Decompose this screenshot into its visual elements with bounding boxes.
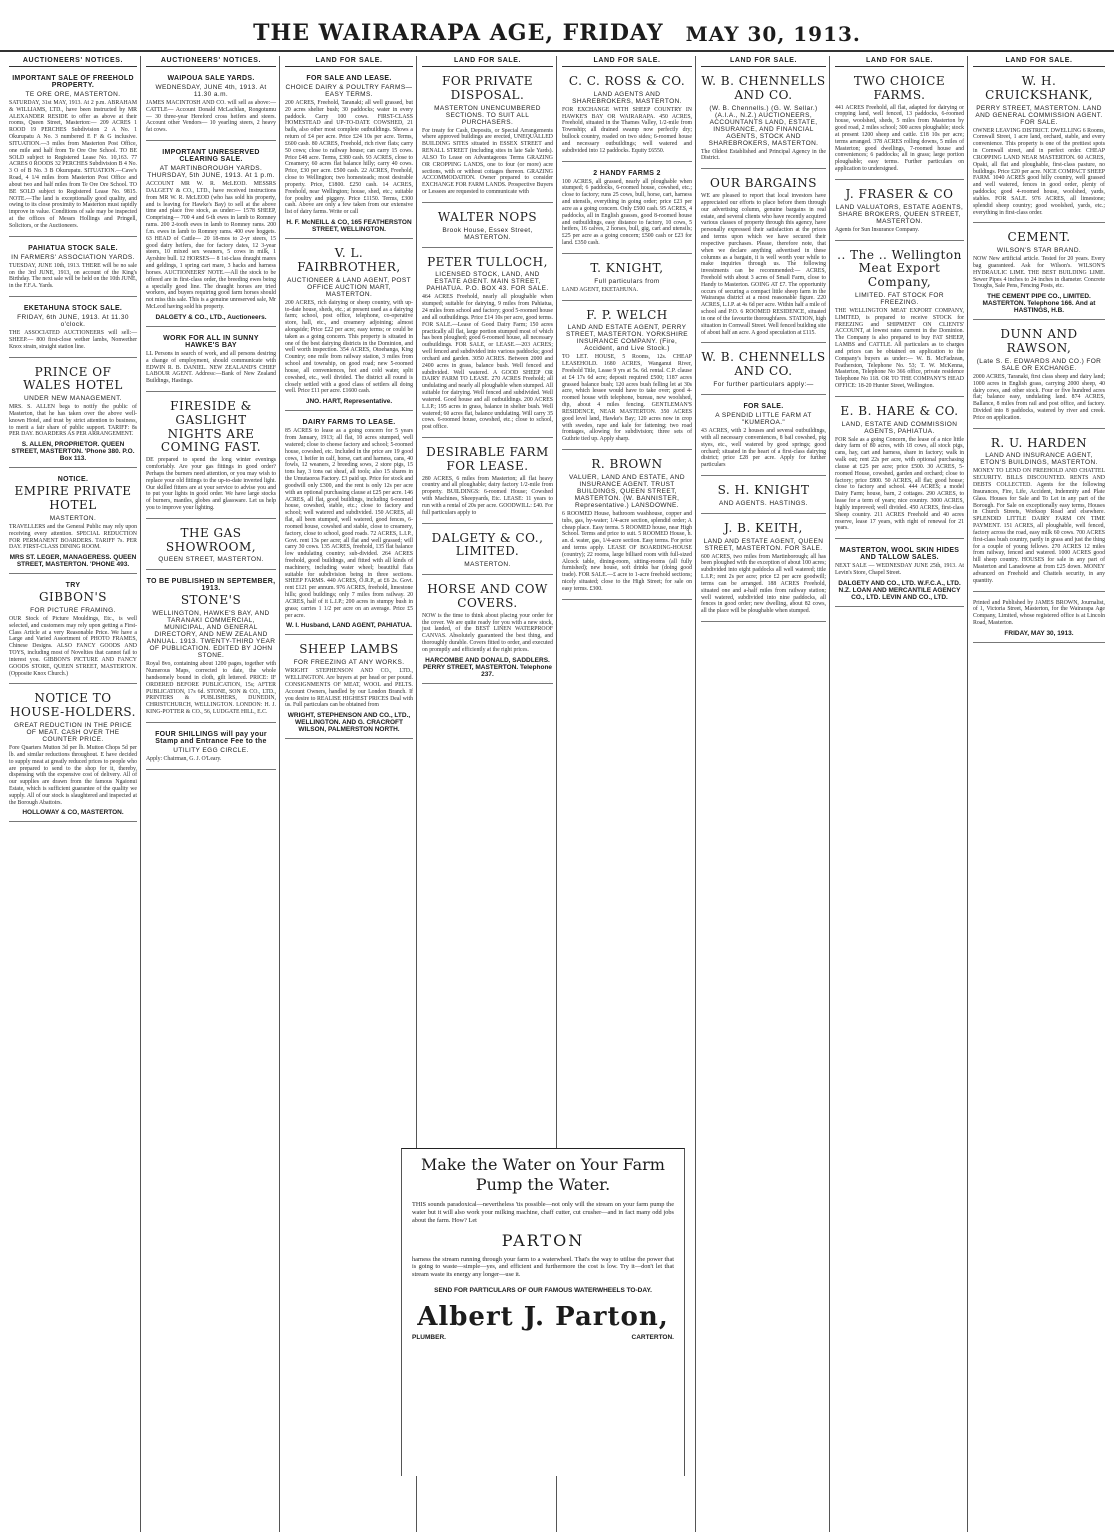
ad-heading: FOUR SHILLINGS will pay your Stamp and Entrance Fee to the (155, 730, 267, 745)
ad-body: 200 ACRES, Freehold, Taranaki; all well grassed, but 20 acres shelter bush; 30 paddocks; water in every paddock. Carry 100 cows. FIRST-CLASS HOMESTEAD and UP-TO-DATE COWSHED, 21 bails, also other most complete outbuildings. Shows a return of £4 per acre. Price £24 10s per acre. Terms, £600 cash. 80 ACRES, Freehold, rich river flats; carry 50 cows; close to railway house; can carry 15 cows. Price £48 acre. Terms, £380 cash. 93 ACRES, close to Creamery; 60 acres flat balance hilly; carry 40 cows. Price, £30 per acre. £500 cash. 22 ACRES, Freehold, close to Wellington; two homesteads; most desirable property. Price, £1800. £250 cash. 14 ACRES, Freehold, near Wellington; house, shed, etc.; suitable for poultry and piggery. Price £1150. Terms, £300 cash. Above are only a few taken from our extensive list of dairy farms. Write or call (285, 100, 413, 216)
column-header: LAND FOR SALE. (973, 56, 1105, 67)
ad-body: 600 ACRES, two miles from Martinborough; all has been ploughed with the exception of about 100 acres; subdivided into eight paddocks all well watered; title L.I.P.; rent 2s per acre; price £2 per acre goodwill; terms can be arranged. 188 ACRES Freehold, situated one and a-half miles from railway station; well watered, subdivided into nine paddocks, all fences in good order; new dwelling, about 82 cows, all the place will be ploughable when stumped. (701, 553, 826, 615)
ad-title: SHEEP LAMBS (299, 642, 399, 657)
ad-heading: TO BE PUBLISHED IN SEPTEMBER, 1913. (146, 578, 276, 593)
advertisement (422, 578, 553, 684)
advertisement (9, 361, 137, 469)
ad-signature: W. I. Husband, LAND AGENT, PAHIATUA. (286, 622, 412, 630)
advertisement (973, 226, 1105, 320)
ad-subheading: AT MARTINBOROUGH YARDS. THURSDAY, 5th JUNE, 1913. At 1 p.m. (147, 165, 275, 180)
ad-title: THE GAS SHOWROOM, (165, 525, 257, 554)
advertisement (701, 479, 826, 514)
ad-title: PETER TULLOCH, (427, 254, 548, 269)
advertisement (9, 300, 137, 357)
advertisement (285, 414, 413, 635)
column-header: AUCTIONEERS' NOTICES. (146, 56, 276, 67)
ad-subheading: LAND VALUATORS, ESTATE AGENTS, SHARE BROKERS, QUEEN STREET, MASTERTON. (835, 203, 964, 225)
column-header: LAND FOR SALE. (701, 56, 826, 67)
ad-title: W. B. CHENNELLS AND CO. (701, 74, 826, 102)
ad-body: MRS. S. ALLEN begs to notify the public of Masterton, that he has taken over the above well-known Hotel, and trust by strict attention to business, to merit a fair share of public support. TARIFF: 8s PER DAY. BOARDERS AS PER ARRANGEMENT. (9, 404, 137, 438)
ad-subheading: LAND AND ESTATE AGENT, QUEEN STREET, MASTERTON. FOR SALE. (703, 537, 824, 552)
ad-heading: EKETAHUNA STOCK SALE. (23, 305, 123, 313)
ad-subheading: UTILITY EGG CIRCLE. (173, 746, 249, 754)
ad-subheading: UNDER NEW MANAGEMENT. (24, 395, 122, 403)
ad-title: J. B. KEITH, (724, 520, 803, 535)
ad-body: 43 ACRES, with 2 houses and several outbuildings, with all necessary conveniences, 8 bail cowshed, pig styes, etc., well watered by good springs; good orchard; situated in the heart of a first-class dairying district; price £28 per acre. Apply for further particulars (701, 428, 826, 469)
ad-body: 6 ROOMED House, bathroom washhouse, copper and tubs, gas, hy-water; 1/4-acre section, splendid order; A cheap place. Easy terms. 5 ROOMED house, near High School. Terms and price to suit. 5 ROOMED House, h. an. d. water, gas, 1/4-acre section. Easy terms. For price and terms apply. LEASE OF BOARDING-HOUSE (country); 22 rooms, large billiard room with full-sized Alcock table, dining-room, sitting-rooms (all fully furnished); new house, soft drinks bar (doing good trade). FOR SALE.—£ acre to 1-acre freehold sections; nicely situated; close to the High Street; for sale on easy terms. £300. (562, 510, 692, 592)
ad-heading: NOTICE. (57, 476, 89, 484)
ad-title: GIBBON'S (38, 590, 108, 605)
ad-signature: H. F. McNEILL & CO, 165 FEATHERSTON STREET, WELLINGTON. (286, 219, 412, 234)
ad-title: PRINCE OF WALES HOTEL (23, 364, 123, 393)
parton-ad-body: THIS sounds paradoxical—nevertheless 'tis possible—not only will the stream on your farm pump the water but it will also work your milking machine, chaff cutter, cut crusher—and in fact many odd jobs about the farm. How? Let (412, 1201, 674, 1224)
ad-heading: FOR SALE AND LEASE. (306, 75, 392, 82)
ad-subheading: MASTERTON UNENCUMBERED SECTIONS. TO SUIT ALL PURCHASERS. (434, 104, 541, 126)
ad-subheading: WILSON'S STAR BRAND. (996, 247, 1082, 255)
ad-body: THE WELLINGTON MEAT EXPORT COMPANY, LIMITED, is prepared to receive STOCK for FREEZING and SHIPMENT ON CLIENTS' ACCOUNT, at lowest rates current in the Dominion. The Company is also prepared to buy FAT SHEEP, LAMBS and CATTLE. All particulars as to charges and prices can be obtained on application to the Company's buyers as under:— W. B. McFadzean, Featherston, Telephone No. 53; T. W. McKenna, Masterton, Telephone No 366 office, private residence Telephone No 118. OR TO THE COMPANY'S HEAD OFFICE: 18-20 Hunter Street, Wellington. (835, 307, 964, 389)
ad-subheading: (W. B. Chennells.) (G. W. Sellar.) (A.I.A., N.Z.) AUCTIONEERS, ACCOUNTANTS LAND, ESTATE, INSURANCE, AND FINANCIAL AGENTS, STOCK AND SHAREBROKERS, MASTERTON. (708, 104, 819, 147)
advertisement (422, 70, 553, 203)
advertisement (285, 638, 413, 739)
ad-subheading: LICENSED STOCK, LAND, AND ESTATE AGENT. MAIN STREET, PAHIATUA. P.O. BOX 43. FOR SALE. (426, 271, 549, 293)
ad-body: Royal 8vo, containing about 1200 pages, together with Numerous Maps, corrected to date, the whole handsomely bound in cloth, gilt lettered. PRICE: IF ORDERED BEFORE PUBLICATION, 15s; AFTER PUBLICATION, 17s 6d. STONE, SON & CO., LTD., PRINTERS & PUBLISHERS, DUNEDIN, CHRISTCHURCH, WELLINGTON. LONDON: H. J. KING-POTTER & CO., 56, LUDGATE HILL, E.C. (146, 661, 276, 716)
ad-body: NEXT SALE — WEDNESDAY JUNE 25th, 1913. At Levin's Store, Chapel Street. (835, 563, 964, 577)
advertisement (562, 304, 692, 451)
ad-subheading: VALUER, LAND AND ESTATE, AND INSURANCE AGENT. TRUST BUILDINGS, QUEEN STREET, MASTERTON. (W. BANNISTER, Representative.) LANSDOWNE. (569, 473, 685, 509)
advertisement (146, 726, 276, 770)
ad-body: 280 ACRES, 6 miles from Masterton; all flat heavy country and all ploughable; dairy factory 1/2-mile from property. BUILDINGS: 6-roomed House; Cowshed with Machines, Sheepyards, Etc. LEASE: 11 years to run with a rental of 20s per acre. GOODWILL: £40. For full particulars apply to (422, 475, 553, 516)
ad-body: LAND AGENT, EKETAHUNA. (562, 286, 639, 293)
advertisement (146, 573, 276, 722)
ad-subheading: MASTERTON. (464, 561, 511, 569)
ad-heading: IMPORTANT UNRESERVED CLEARING SALE. (162, 149, 260, 164)
ad-title: J. FRASER & CO (845, 186, 954, 201)
ad-subheading: AUCTIONEER & LAND AGENT, POST OFFICE AUCTION MART, MASTERTON. (287, 276, 411, 298)
ad-heading: WORK FOR ALL IN SUNNY HAWKE'S BAY (163, 334, 259, 349)
advertisement (973, 432, 1105, 592)
ad-heading: PAHIATUA STOCK SALE. (28, 244, 118, 252)
ad-body: NOW New artificial article. Tested for 20 years. Every bag guaranteed. Ask for Wilson's. WILSON'S HYDRAULIC LIME. THE BEST BUILDING LIME. Sewer Pipes 4 inches to 24 inches in diameter. Concrete Troughs, Sale Pens, Fencing Posts, etc. (973, 256, 1105, 290)
column-2 (143, 56, 280, 1532)
ad-signature: JNO. HART, Representative. (305, 398, 393, 406)
parton-waterwheel-ad (401, 1148, 685, 1476)
ad-body: TO LET. HOUSE, 5 Rooms, 12s. CHEAP LEASEHOLD. 1680 ACRES, Wanganui River, Freehold Title, Lease 9 yrs at 5s. 6d. rental. C.P. clause at £4 17s 6d acre; deposit required £500; 1187 acres grassed balance bush; 120 acres bush felling let at 30s acre, which lessee would have to take over; good 4-roomed house with telephone, bureau, new woolshed, dip, about 4 miles fencing. GENTLEMAN'S RESIDENCE, NEAR MASTERTON. 350 ACRES good level land, Hawke's Bay; 120 acres now in crop with swedes, rape and kale for fattening; two road frontages, allowing for subdivision; three sets of Guthrie tied up. Apply sharp. (562, 354, 692, 443)
ad-body: 200 ACRES, rich dairying or sheep country, with up-to-date house, sheds, etc.; at present used as a dairying farm; school, post office, telephone, co-operative store, hall, etc., and creamery adjoining; almost alongside; Price £22 per acre; easy terms; or could be taken as a going concern. This property is situated in one of the best dairying districts in the Dominion, and well worth inspection. 354 ACRES, Otoehanga, King Country; one mile from railway station, 3 miles from school and township, on good road; new 5-roomed house, all conveniences, hot and cold water, split cowshed, etc., well divided. The district all round is closely settled with a good class of settlers all doing well. Price £11 per acre. £1600 cash. (285, 299, 413, 395)
column-header: LAND FOR SALE. (422, 56, 553, 67)
advertisement (701, 398, 826, 476)
ad-title: FOR PRIVATE DISPOSAL. (442, 74, 533, 102)
ad-heading: DAIRY FARMS TO LEASE. (302, 419, 396, 427)
ad-signature: S. ALLEN, PROPRIETOR. QUEEN STREET, MASTERTON. 'Phone 380. P.O. Box 113. (11, 441, 135, 463)
ad-subheading: Brook House, Essex Street, MASTERTON. (442, 226, 533, 241)
ad-body: 100 ACRES, all grassed, nearly all ploughable when stumped; 6 paddocks, 6-roomed house, cowshed, etc.; close to factory; runs 25 cows, bull, horse, cart, harness and utensils, everything in going order; price £23 per acre as a going concern. Only £500 cash. 95 ACRES, 4 paddocks, all in English grasses, good 8-roomed house and outbuildings, easy distance to factory, 10 cows, 5 heifers, 16 calves, 2 horses, bull, gig, cart and utensils; £25 per acre as a going concern; £500 cash or £23 for land. £350 cash. (562, 178, 692, 247)
ad-body: 441 ACRES Freehold, all flat, adapted for dairying or cropping land, well fenced, 13 paddocks, 6-roomed house, woolshed, sheds, 5 miles from Masterton by good road, 2 miles school; 300 acres ploughable; stock at present 1200 sheep and cattle. £18 10s per acre; terms arranged. 378 ACRES rolling downs, 5 miles of Masterton; good dwellings, 7-roomed house and conveniences; 6 paddocks; all in grass; large portion ploughable; easy terms. Further particulars on application to undersigned. (835, 104, 964, 173)
ad-subheading: CHOICE DAIRY & POULTRY FARMS—EASY TERMS. (285, 84, 413, 98)
ad-title: OUR BARGAINS (709, 176, 818, 191)
advertisement (9, 471, 137, 574)
advertisement (422, 251, 553, 438)
ad-title: T. KNIGHT, (590, 260, 664, 275)
column-8 (970, 56, 1108, 1532)
column-header: AUCTIONEERS' NOTICES. (9, 56, 137, 67)
ad-body: 464 ACRES Freehold, nearly all ploughable when stumped; suitable for dairying, 9 miles from Pahiatua, 24 miles from school and factory; good 5-roomed house and all outbuildings. Price £14 10s per acre, good terms. FOR SALE.—Lease of Good Dairy Farm; 150 acres practically all flat, large portion stumped most of which has been ploughed; good 6-roomed house, all necessary outbuildings. FOR SALE, or LEASE.—203 ACRES; well fenced and subdivided into various paddocks; good orchard and garden. 3050 ACRES. Between 2000 and 2400 acres in grass, balance bush. Well fenced and subdivided. Well watered. A GOOD SHEEP OR DAIRY FARM TO LEASE. 270 ACRES Freehold; all undulating and nearly all ploughable when stumped. All suitable for dairying. Well fenced and subdivided. Well watered. Good house and all outbuildings. 200 ACRES L.I.P.; 195 acres in grass, balance in shelter bush. Well watered; 60 acres flat, balance undulating. Will carry 35 cows. 6-roomed house, cowshed, etc.; close to school, post office. (422, 294, 553, 431)
ad-title: CEMENT. (1007, 230, 1071, 245)
ad-body: TUESDAY, JUNE 10th, 1913. THERE will be no sale on the 3rd JUNE, 1913, on account of the King's Birthday. The next sale will be held on the 10th JUNE, in the F.F.A. Yards. (9, 262, 137, 290)
ad-title: W. H. CRUICKSHANK, (985, 74, 1093, 102)
column-7 (832, 56, 968, 1532)
ad-signature: DALGETY AND CO., LTD. W.F.C.A., LTD. N.Z. LOAN AND MERCANTILE AGENCY CO., LTD. LEVIN AND CO., LTD. (838, 579, 961, 601)
ad-title: TWO CHOICE FARMS. (853, 74, 946, 102)
ad-body: JAMES MACINTOSH AND CO. will sell as above:— CATTLE— Account Donald McLachlan, Rongotumu— 30 three-year Hereford cross heifers and steers. Account other Vendors— 10 yearling steers, 2 heavy fat cows. (146, 100, 276, 134)
ad-subheading: (Late S. E. EDWARDS AND CO.) FOR SALE OR EXCHANGE. (976, 357, 1102, 372)
advertisement (562, 165, 692, 254)
parton-ad-trade: PLUMBER. (412, 1334, 446, 1342)
ad-body: LL Persons in search of work, and all persons desiring a change of employment, should communicate with EDWIN R. B. DANIEL. NEW ZEALAND'S CHIEF LABOUR AGENT. Address:—Bank of New Zealand Buildings, Hastings. (146, 350, 276, 385)
parton-ad-title: Make the Water on Your Farm Pump the Water. (421, 1155, 665, 1194)
ad-body: DE prepared to spend the long winter evenings comfortably. Are your gas fittings in good order? Perhaps the burners need attention, or you may wish to replace your old fittings to the up-to-date inverted light. Our skilled fitters are at your service to advise you and to put your lights in good order. We have large stocks of burners, mantles, globes and glassware. Let us help you to improve your lighting. (146, 457, 276, 511)
ad-title: .. The .. Wellington Meat Export Company, (837, 247, 962, 290)
newspaper-title: THE WAIRARAPA AGE, FRIDAY (253, 20, 664, 46)
column-header: LAND FOR SALE. (285, 56, 413, 67)
advertisement (835, 70, 964, 180)
masthead (0, 0, 1114, 52)
ad-body: ACCOUNT MR W. R. McLEOD. MESSRS DALGETY & CO., LTD., have received instructions from MR W. R. McLEOD (who has sold his property, and is leaving for Hawke's Bay) to sell at the above time and place five stock, as under:— 1578 SHEEP, Comprising— 700 4 and 6-th ewes in lamb to Romney rams. 200 2-tooth ewes in lamb to Romney rams. 200 f.m. ewes in lamb to Romney rams. 400 ewe hoggets. 63 HEAD of Cattle— 20 18-mos to 2-yr steers, 15 good dairy heifers, due for factory dates, 12 3-year steers, 10 mixed sex weaners, 5 cows in milk, 1 Ayrshire bull. 12 HORSES— 8 1st-class draught mares and geldings, 1 spring cart mare, 3 hacks and harness horses. AUCTIONEERS' NOTE.—All the stock to be offered are in first-class order, the breeding ewes being a specially good line. The draught horses are tried workers, and buyers requiring good farm horses should not miss this sale. This is a genuine unreserved sale, Mr McLeod having sold his property. (146, 181, 276, 311)
ad-title: F. P. WELCH (586, 307, 668, 322)
ad-body: 85 ACRES to lease as a going concern for 5 years from January, 1913; all flat, 10 acres stumped, well watered; close to cheese factory and school; 5-roomed house, cowshed, etc. Included in the price are 19 good cows, 1 heifer in calf, horse, cart and harness, cans, 40 fowls, 12 weaners, 2 breeding sows, 2 store pigs, 15 tons hay, 3 tons oat sheaf, all tools; also 15 shares in the Umutaoroa Factory. £3 paid up. Price for stock and goodwill only £300, and the rent is only 12s per acre with an optional purchasing clause at £25 per acre. 146 ACRES, all flat, good buildings, including 6-roomed house, cowshed, stable, etc.; close to factory and school; well watered and subdivided. 150 ACRES, all flat, all been stumped, well watered, good fences, 6-roomed house, cowshed and stable, close to creamery, factory, close to school, good roads. 72 ACRES, L.I.P., Govt. rent 13s per acre; all flat and well grassed; will carry 30 cows. 135 ACRES, freehold, 135 flat balance low undulating country; sub-divided. 264 ACRES freehold, good buildings, and fitted with all kinds of machinery, including water wheel; beautiful flats suitable for subdivision being in three sections. SHEEP FARMS. 440 ACRES, O.R.P., at £6 2s. Govt. rent £121 per annum. 976 ACRES, freehold, limestone hills; good buildings; only 7 miles from railway. 20 ACRES, half of it L.I.P.; 200 acres in stumpy bush in grass; carries 1 1/2 per acre on an average. Price £5 per acre. (285, 428, 413, 619)
ad-signature: THE CEMENT PIPE CO., LIMITED. MASTERTON. Telephone 166. And at HASTINGS, H.B. (982, 293, 1096, 315)
advertisement (146, 70, 276, 141)
advertisement (285, 70, 413, 239)
ad-title: V. L. FAIRBROTHER, (297, 246, 401, 274)
ad-subheading: GREAT REDUCTION IN THE PRICE OF MEAT. CASH OVER THE COUNTER PRICE. (13, 722, 133, 744)
advertisement (701, 517, 826, 622)
column-header: LAND FOR SALE. (835, 56, 964, 67)
ad-title: DUNN AND RAWSON, (1000, 327, 1078, 356)
ad-title: WALTER NOPS (437, 209, 538, 224)
ad-title: EMPIRE PRIVATE HOTEL (14, 484, 132, 513)
advertisement (146, 144, 276, 327)
advertisement (9, 240, 137, 297)
parton-ad-footer (412, 1334, 674, 1341)
advertisement (701, 172, 826, 343)
ad-signature: WRIGHT, STEPHENSON AND CO., LTD., WELLINGTON. AND G. CRACROFT WILSON, PALMERSTON NORTH. (287, 712, 411, 734)
ad-subheading: LAND AGENTS AND SHAREBROKERS, MASTERTON. (572, 90, 682, 105)
ad-title: S. H. KNIGHT (717, 483, 810, 497)
advertisement (973, 323, 1105, 428)
parton-ad-signature: Albert J. Parton, (417, 1302, 669, 1333)
issue-date: MAY 30, 1913. (685, 22, 861, 46)
advertisement (146, 522, 276, 571)
ad-title: NOTICE TO HOUSE-HOLDERS. (10, 691, 136, 720)
advertisement (562, 70, 692, 162)
column-3 (282, 56, 417, 1532)
ad-title: W. B. CHENNELLS AND CO. (701, 350, 826, 379)
advertisement (562, 453, 692, 600)
ad-subheading: A SPENDID LITTLE FARM AT "KUMEROA." (715, 412, 812, 427)
ad-title: DESIRABLE FARM FOR LEASE. (426, 445, 549, 473)
ad-heading: 2 HANDY FARMS 2 (593, 169, 661, 177)
ad-heading: IMPORTANT SALE OF FREEHOLD PROPERTY. (12, 75, 134, 89)
ad-body: Printed and Published by JAMES BROWN, Journalist, of 1, Victoria Street, Masterton, for the Wairarapa Age Company, Limited, whose registered office is at Lincoln Road, Masterton. (973, 599, 1105, 627)
ad-subheading: MASTERTON. (49, 514, 97, 522)
ad-heading: WAIPOUA SALE YARDS. (167, 75, 255, 82)
advertisement (285, 242, 413, 411)
ad-body: FOR EXCHANGE WITH SHEEP COUNTRY IN HAWKE'S BAY OR WAIRARAPA. 450 ACRES, Freehold, situated in the Thames Valley, 1/2-mile from Township; all drained swamp now perfectly dry; bullock country, roaded on two sides; 6-roomed house and necessary outbuildings; well watered and subdivided into 12 paddocks. Equity £6550. (562, 106, 692, 154)
advertisement (973, 70, 1105, 223)
parton-ad-body-2: harness the stream running through your farm to a waterwheel. That's the way to utilise the power that is going to waste—simple—yes, and efficient and furthermore the cost is low. Try it—don't let that stream waste its energy any longer—use it. (412, 1255, 674, 1279)
ad-title: FIRESIDE & GASLIGHT NIGHTS ARE COMING FAST. (160, 399, 262, 455)
ad-body: SATURDAY, 31st MAY, 1913. At 2 p.m. ABRAHAM & WILLIAMS, LTD., have been instructed by MR ALEXANDER RESIDE to offer as above at their rooms, Queen Street, Masterton:— 209 ACRES 1 ROOD 19 PERCHES Subdivision 2 A No. 1 Okurupatu A No. 3 numbered E F & G inclusive. SITUATION.—3 miles from Masterton Post Office, one mile and half from Te Ore Ore School. TO BE SOLD subject to Registered Lease No. 10,163. 77 ACRES 0 ROODS 32 PERCHES Subdivision B 4 No. 3 O of B No. 3 B Okurupatu. SITUATION.—Cave's Road, 4 1/4 miles from Masterton Post Office and about two and half miles from Te Ore Ore School. TO BE SOLD subject to Registered Lease No. 9815. NOTE.—The land is exceptionally good quality, and owing to its close proximity to Masterton must rapidly improve in value. Conditions of sale may be inspected at the offices of Messrs Hollings and Pringell, Solicitors, or the Auctioneers. (9, 100, 137, 229)
ad-subheading: PERRY STREET, MASTERTON. LAND AND GENERAL COMMISSION AGENT. FOR SALE. (975, 104, 1103, 126)
advertisement (9, 687, 137, 822)
ad-title: R. U. HARDEN (990, 435, 1088, 450)
ad-body: WRIGHT STEPHENSON AND CO., LTD., WELLINGTON. Are buyers at per head or per pound. CONSIGNMENTS OF MEAT, WOOL and PELTS. Account Owners, handled by our London Branch. If you desire to REALISE HIGHEST PRICES Deal with us. Full particulars can be obtained from (285, 668, 413, 709)
ad-body: OUR Stock of Picture Mouldings, Etc., is well selected, and customers may rely upon getting a First-Class Article at a very Reasonable Price. We have a Large and Varied Assortment of PHOTO FRAMES, Chinese Designs. ALSO FANCY GOODS AND TOYS, including most of Novelties that cannot fail to interest you. GIBBON'S PICTURE AND FANCY GOODS STORE, QUEEN STREET, MASTERTON. (Opposite Knox Church.) (9, 615, 137, 677)
parton-ad-town: CARTERTON. (631, 1334, 674, 1342)
ad-heading: FOR SALE. (743, 403, 784, 411)
ad-title: STONE'S (180, 593, 242, 608)
advertisement (422, 441, 553, 524)
ad-subheading: LAND AND INSURANCE AGENT, ETON'S BUILDINGS, MASTERTON. (980, 452, 1098, 467)
ad-signature: HOLLOWAY & CO, MASTERTON. (22, 809, 124, 817)
ad-title: DALGETY & CO., LIMITED. (431, 530, 544, 559)
ad-subheading: WEDNESDAY, JUNE 4th, 1913. At 11.30 a.m. (155, 84, 267, 98)
ad-body: 2000 ACRES, Taranaki, first class sheep and dairy land; 1000 acres in English grass, carrying 2000 sheep, 40 dairy cows, and other stock. Four or five hundred acres flat; balance easy, undulating land. 874 ACRES, Ballance, 8 miles from rail and post office, and factory. Divided into 8 paddocks, watered by river and creek. Price on application. (973, 373, 1105, 421)
ad-subheading: LAND, ESTATE AND COMMISSION AGENTS, PAHIATUA. (841, 420, 958, 435)
ad-subheading: IN FARMERS' ASSOCIATION YARDS. (11, 253, 135, 261)
advertisement (422, 206, 553, 248)
ad-subheading: TE ORE ORE, MASTERTON. (25, 91, 121, 98)
column-1 (6, 56, 141, 1532)
advertisement (146, 330, 276, 392)
ad-body: For treaty for Cash, Deposits, or Special Arrangements where approved buildings are erected, UNEQUALLED BUILDING SITES situated in ESSEX STREET and RENALL STREET (including sites in late Sale Yards). ALSO To Lease on Advantageous Terms GRAZING OR CROPPING LANDS, one to four (or more) acre sections, with or without cottages thereon. GRAZING ACCOMMODATION. Owner prepared to consider EXCHANGE FOR FARM LANDS. Prospective Buyers or Lessees are requested to communicate with (422, 127, 553, 196)
ad-subheading: FRIDAY, 6th JUNE, 1913. At 11.30 o'clock. (17, 314, 129, 329)
ad-title: R. BROWN (591, 457, 663, 472)
ad-body: Apply: Chairman, G. J. O'Leary. (146, 755, 222, 762)
parton-ad-tagline: SEND FOR PARTICULARS OF OUR FAMOUS WATERWHEELS TO-DAY. (434, 1287, 652, 1295)
ad-subheading: WELLINGTON, HAWKE'S BAY, AND TARANAKI COMMERCIAL, MUNICIPAL, AND GENERAL DIRECTORY, AND NEW ZEALAND ANNUAL. 1913. TWENTY-THIRD YEAR OF PUBLICATION. EDITED BY JOHN STONE. (146, 610, 276, 660)
ad-heading: TRY (65, 582, 81, 590)
ad-subheading: FOR FREEZING AT ANY WORKS. (293, 659, 405, 667)
parton-ad-name: PARTON (501, 1230, 585, 1250)
ad-subheading: AND AGENTS. HASTINGS. (719, 499, 808, 507)
ad-subheading: QUEEN STREET, MASTERTON. (158, 556, 264, 564)
ad-subheading: Full particulars from (594, 277, 660, 285)
advertisement (422, 527, 553, 576)
ad-title: HORSE AND COW COVERS. (427, 582, 548, 610)
ad-heading: MASTERTON, WOOL SKIN HIDES AND TALLOW SALES. (839, 547, 960, 562)
ad-body: TRAVELLERS and the General Public may rely upon receiving every attention. SPECIAL REDUCTION FOR PERMANENT BOARDERS. TARIFF 7s. PER DAY. FIRST-CLASS DINING ROOM. (9, 523, 137, 551)
ad-body: MONEY TO LEND ON FREEHOLD AND CHATTEL SECURITY. BILLS DISCOUNTED. RENTS AND DEBTS COLLECTED. Agents for the following Insurances, Fire, Life, Accident, Indemnity and Plate Glass. Houses for Sale and To Let in any part of the Borough. For Sale on exceptionally easy terms, Houses in Church Streets, Worksop Road and elsewhere. SPLENDID LITTLE DAIRY FARM ON TIME PAYMENT. 151 ACRES, all ploughable, well fenced, factory across the road, easy milk 60 cows. 700 ACRES first-class bush country, partly in grass and just the thing for a couple of young fellows. 270 ACRES 12 miles from railway, fenced and watered. 1000 ACRES good hill sheep country. HOUSES for sale in any part of Masterton and Lansdowne at from £25 down. MONEY advanced on Freehold and Chattels security, in any quantity. (973, 468, 1105, 584)
column-6 (698, 56, 830, 1532)
ad-subheading: FOR PICTURE FRAMING. (30, 606, 116, 614)
ad-signature: MRS ST. LEGER, MANAGERESS. QUEEN STREET, MASTERTON. 'PHONE 493. (9, 554, 137, 569)
ad-signature: DALGETY & CO., LTD., Auctioneers. (155, 313, 267, 321)
ad-body: WE are pleased to report that local investors have appreciated our efforts to place before them through our advertising column, genuine bargains in real estate, and several clients who have recently acquired various classes of property through this agency, have personally expressed their satisfaction at the prices and terms upon which we have secured their respective purchases. Please, therefore note, that when we declare anything advertised in these columns as a bargain, it is well worth your while to make inquiries through us. The following investments can be recommended:— ACRES, Freehold with about 3 acres of Small Farm, close to Handy to Masterton. GOING AT £7. The opportunity occurs of securing a compact little sheep farm in the Wairarapa district at a most reasonable figure. 220 ACRES, L.I.P. at 4s 6d per acre. Within half a mile of school and P.O. 6 ROOMED RESIDENCE, situated in one of the favourite thoroughfares. STATION, high situation in Cornwall Street. Well fenced building site of about half an acre. A good speculation at £115. (701, 193, 826, 336)
advertisement (701, 346, 826, 395)
ad-title: E. B. HARE & CO. (840, 403, 959, 418)
ad-title: C. C. ROSS & CO. (568, 74, 686, 88)
advertisement (835, 244, 964, 397)
ad-subheading: For further particulars apply:— (713, 381, 814, 389)
ad-subheading: LIMITED. FAT STOCK FOR FREEZING. (855, 291, 944, 306)
ad-body: Fore Quarters Mutton 3d per lb. Mutton Chops 5d per lb. and similar reductions throughout. E have decided to supply meat at greatly reduced prices to people who are prepared to send to the shop for it, thereby, dispensing with the expensive cost of delivery. All of our supplies are drawn from the famous Ngaionui Estate, which is sufficient guarantee of the quality we supply. All of our stock is slaughtered and inspected at the Borough Abattoirs. (9, 745, 137, 806)
ad-signature: HARCOMBE AND DONALD, SADDLERS. PERRY STREET, MASTERTON. Telephone 237. (422, 656, 553, 678)
ad-body: OWNER LEAVING DISTRICT. DWELLING 6 Rooms, Cornwall Street, 1 acre land, orchard, stable, and every convenience. This property is one of the prettiest spots in Cornwall street, and in perfect order. CHEAP CROPPING LAND NEAR MASTERTON. 60 ACRES, Opaki, all flat and ploughable, first-class pasture, no buildings. Price £20 per acre. NICE COMPACT SHEEP FARM. 1040 ACRES good hilly country, well grassed and well watered, fences in good order, plenty of paddocks; good 4-roomed house, woolshed, yards, stables. FOR SALE. 976 ACRES, all limestone; splendid sheep country; good woolshed, yards, etc.; everything in first-class order. (973, 127, 1105, 216)
advertisement (562, 257, 692, 301)
ad-body: FOR Sale as a going Concern, the lease of a nice little dairy farm of 80 acres, with 18 cows, all stock pigs, cans, hay, cart and harness, share in factory; walk in walk out; rent 22s per acre, with optional purchasing clause at £25 per acre; price £500. 30 ACRES, 5-roomed House, cowshed, garden and orchard; close to factory; price £800. 50 ACRES, all flat; good house; close to factory and school. 444 ACRES; a model Dairy Farm; house, barn, 2 cottages. 290 ACRES, to lease for a term of years; nice country. 3000 ACRES, highly improved; well divided. 450 ACRES, first-class Sheep country. 211 ACRES Freehold and 40 acres reserve, lease 17 years, with right of renewal for 21 years. (835, 436, 964, 532)
column-header: LAND FOR SALE. (562, 56, 692, 67)
advertisement (835, 542, 964, 607)
advertisement (835, 183, 964, 241)
ad-signature: FRIDAY, MAY 30, 1913. (1004, 629, 1074, 637)
advertisement (9, 70, 137, 237)
advertisement (146, 395, 276, 519)
ad-body: The Oldest Established and Principal Agency in the District. (701, 148, 826, 162)
ad-subheading: LAND AND ESTATE AGENT, PERRY STREET, MASTERTON. YORKSHIRE INSURANCE COMPANY. (Fire, Accident, and Live Stock.) (565, 324, 689, 353)
advertisement (701, 70, 826, 169)
ad-body: Agents for Sun Insurance Company. (835, 226, 920, 233)
ad-body: NOW is the time to think about placing your order for the cover. We are quite ready for you with a new stock, just landed, of the BEST LINEN WATERPROOF CANVAS. Absolutely guaranteed the best thing, and thoroughly durable. Covers fitted to order, and executed on promptly and efficiently at the right prices. (422, 612, 553, 653)
advertisement (835, 400, 964, 539)
advertisement (9, 577, 137, 684)
ad-body: THE ASSOCIATED AUCTIONEERS will sell:— SHEEP.— 800 first-close wether lambs, Nonwether Knox strain, straight station line. (9, 330, 137, 350)
advertisement (973, 595, 1105, 643)
